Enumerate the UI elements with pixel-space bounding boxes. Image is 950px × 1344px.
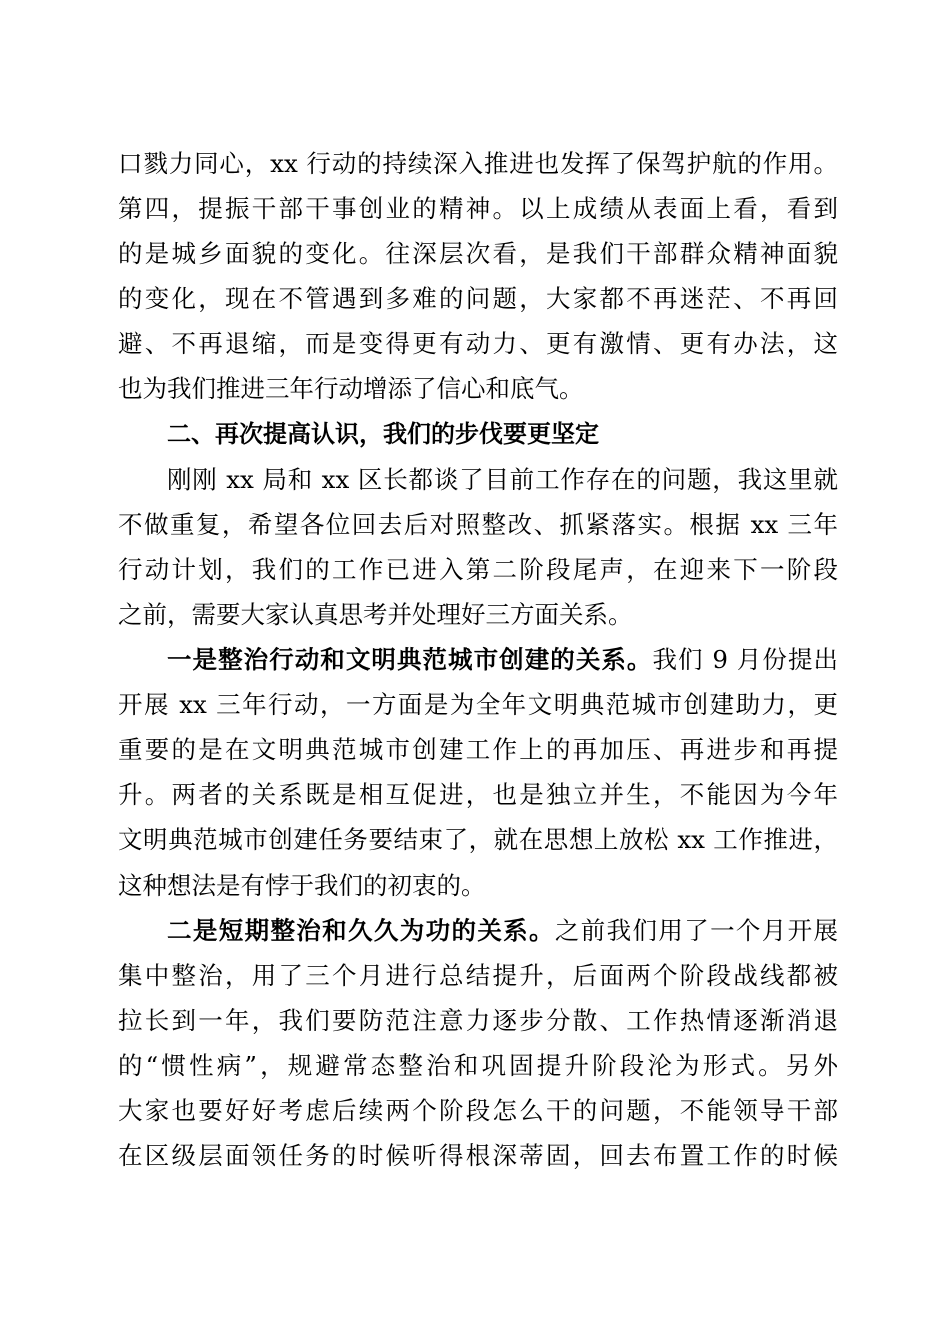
paragraph-2-line-2: 不做重复，希望各位回去后对照整改、抓紧落实。根据 xx 三年 bbox=[118, 509, 838, 539]
paragraph-4-line-2: 集中整治，用了三个月进行总结提升，后面两个阶段战线都被 bbox=[118, 960, 838, 990]
paragraph-1-line-3: 的是城乡面貌的变化。往深层次看，是我们干部群众精神面貌 bbox=[118, 239, 838, 269]
paragraph-4-line-1 bbox=[118, 908, 838, 953]
section-heading: 二、再次提高认识，我们的步伐要更坚定 bbox=[167, 419, 599, 448]
paragraph-1-line-5: 避、不再退缩，而是变得更有动力、更有激情、更有办法，这 bbox=[118, 329, 838, 359]
paragraph-1-line-2: 第四，提振干部干事创业的精神。以上成绩从表面上看，看到 bbox=[118, 194, 838, 224]
paragraph-3-line-1 bbox=[118, 637, 838, 682]
paragraph-3-lead: 一是整治行动和文明典范城市创建的关系。 bbox=[167, 645, 653, 675]
paragraph-4-line-6: 在区级层面领任务的时候听得根深蒂固，回去布置工作的时候 bbox=[118, 1141, 838, 1171]
paragraph-1-line-1: 口戮力同心，xx 行动的持续深入推进也发挥了保驾护航的作用。 bbox=[118, 149, 838, 178]
paragraph-2-line-3: 行动计划，我们的工作已进入第二阶段尾声，在迎来下一阶段 bbox=[118, 554, 838, 584]
paragraph-3-line-4: 升。两者的关系既是相互促进，也是独立并生，不能因为今年 bbox=[118, 780, 838, 810]
paragraph-4-line-3: 拉长到一年，我们要防范注意力逐步分散、工作热情逐渐消退 bbox=[118, 1005, 838, 1035]
paragraph-2-line-1: 刚刚 xx 局和 xx 区长都谈了目前工作存在的问题，我这里就 bbox=[167, 464, 838, 494]
paragraph-4-first-rest: 之前我们用了一个月开展 bbox=[554, 915, 839, 945]
paragraph-3-line-2: 开展 xx 三年行动，一方面是为全年文明典范城市创建助力，更 bbox=[118, 690, 838, 720]
paragraph-1-line-4: 的变化，现在不管遇到多难的问题，大家都不再迷茫、不再回 bbox=[118, 284, 838, 314]
paragraph-4-line-4: 的“惯性病”，规避常态整治和巩固提升阶段沦为形式。另外 bbox=[118, 1050, 838, 1080]
paragraph-3-line-5: 文明典范城市创建任务要结束了，就在思想上放松 xx 工作推进， bbox=[118, 825, 838, 855]
paragraph-3-first-rest: 我们 9 月份提出 bbox=[652, 645, 838, 675]
paragraph-1-line-6: 也为我们推进三年行动增添了信心和底气。 bbox=[118, 374, 584, 404]
paragraph-4-line-5: 大家也要好好考虑后续两个阶段怎么干的问题，不能领导干部 bbox=[118, 1095, 838, 1125]
body-text bbox=[118, 141, 838, 1178]
paragraph-3-line-3: 重要的是在文明典范城市创建工作上的再加压、再进步和再提 bbox=[118, 735, 838, 765]
paragraph-3-line-6: 这种想法是有悖于我们的初衷的。 bbox=[118, 870, 486, 900]
paragraph-2-line-4: 之前，需要大家认真思考并处理好三方面关系。 bbox=[118, 599, 633, 629]
paragraph-4-lead: 二是短期整治和久久为功的关系。 bbox=[167, 915, 555, 945]
